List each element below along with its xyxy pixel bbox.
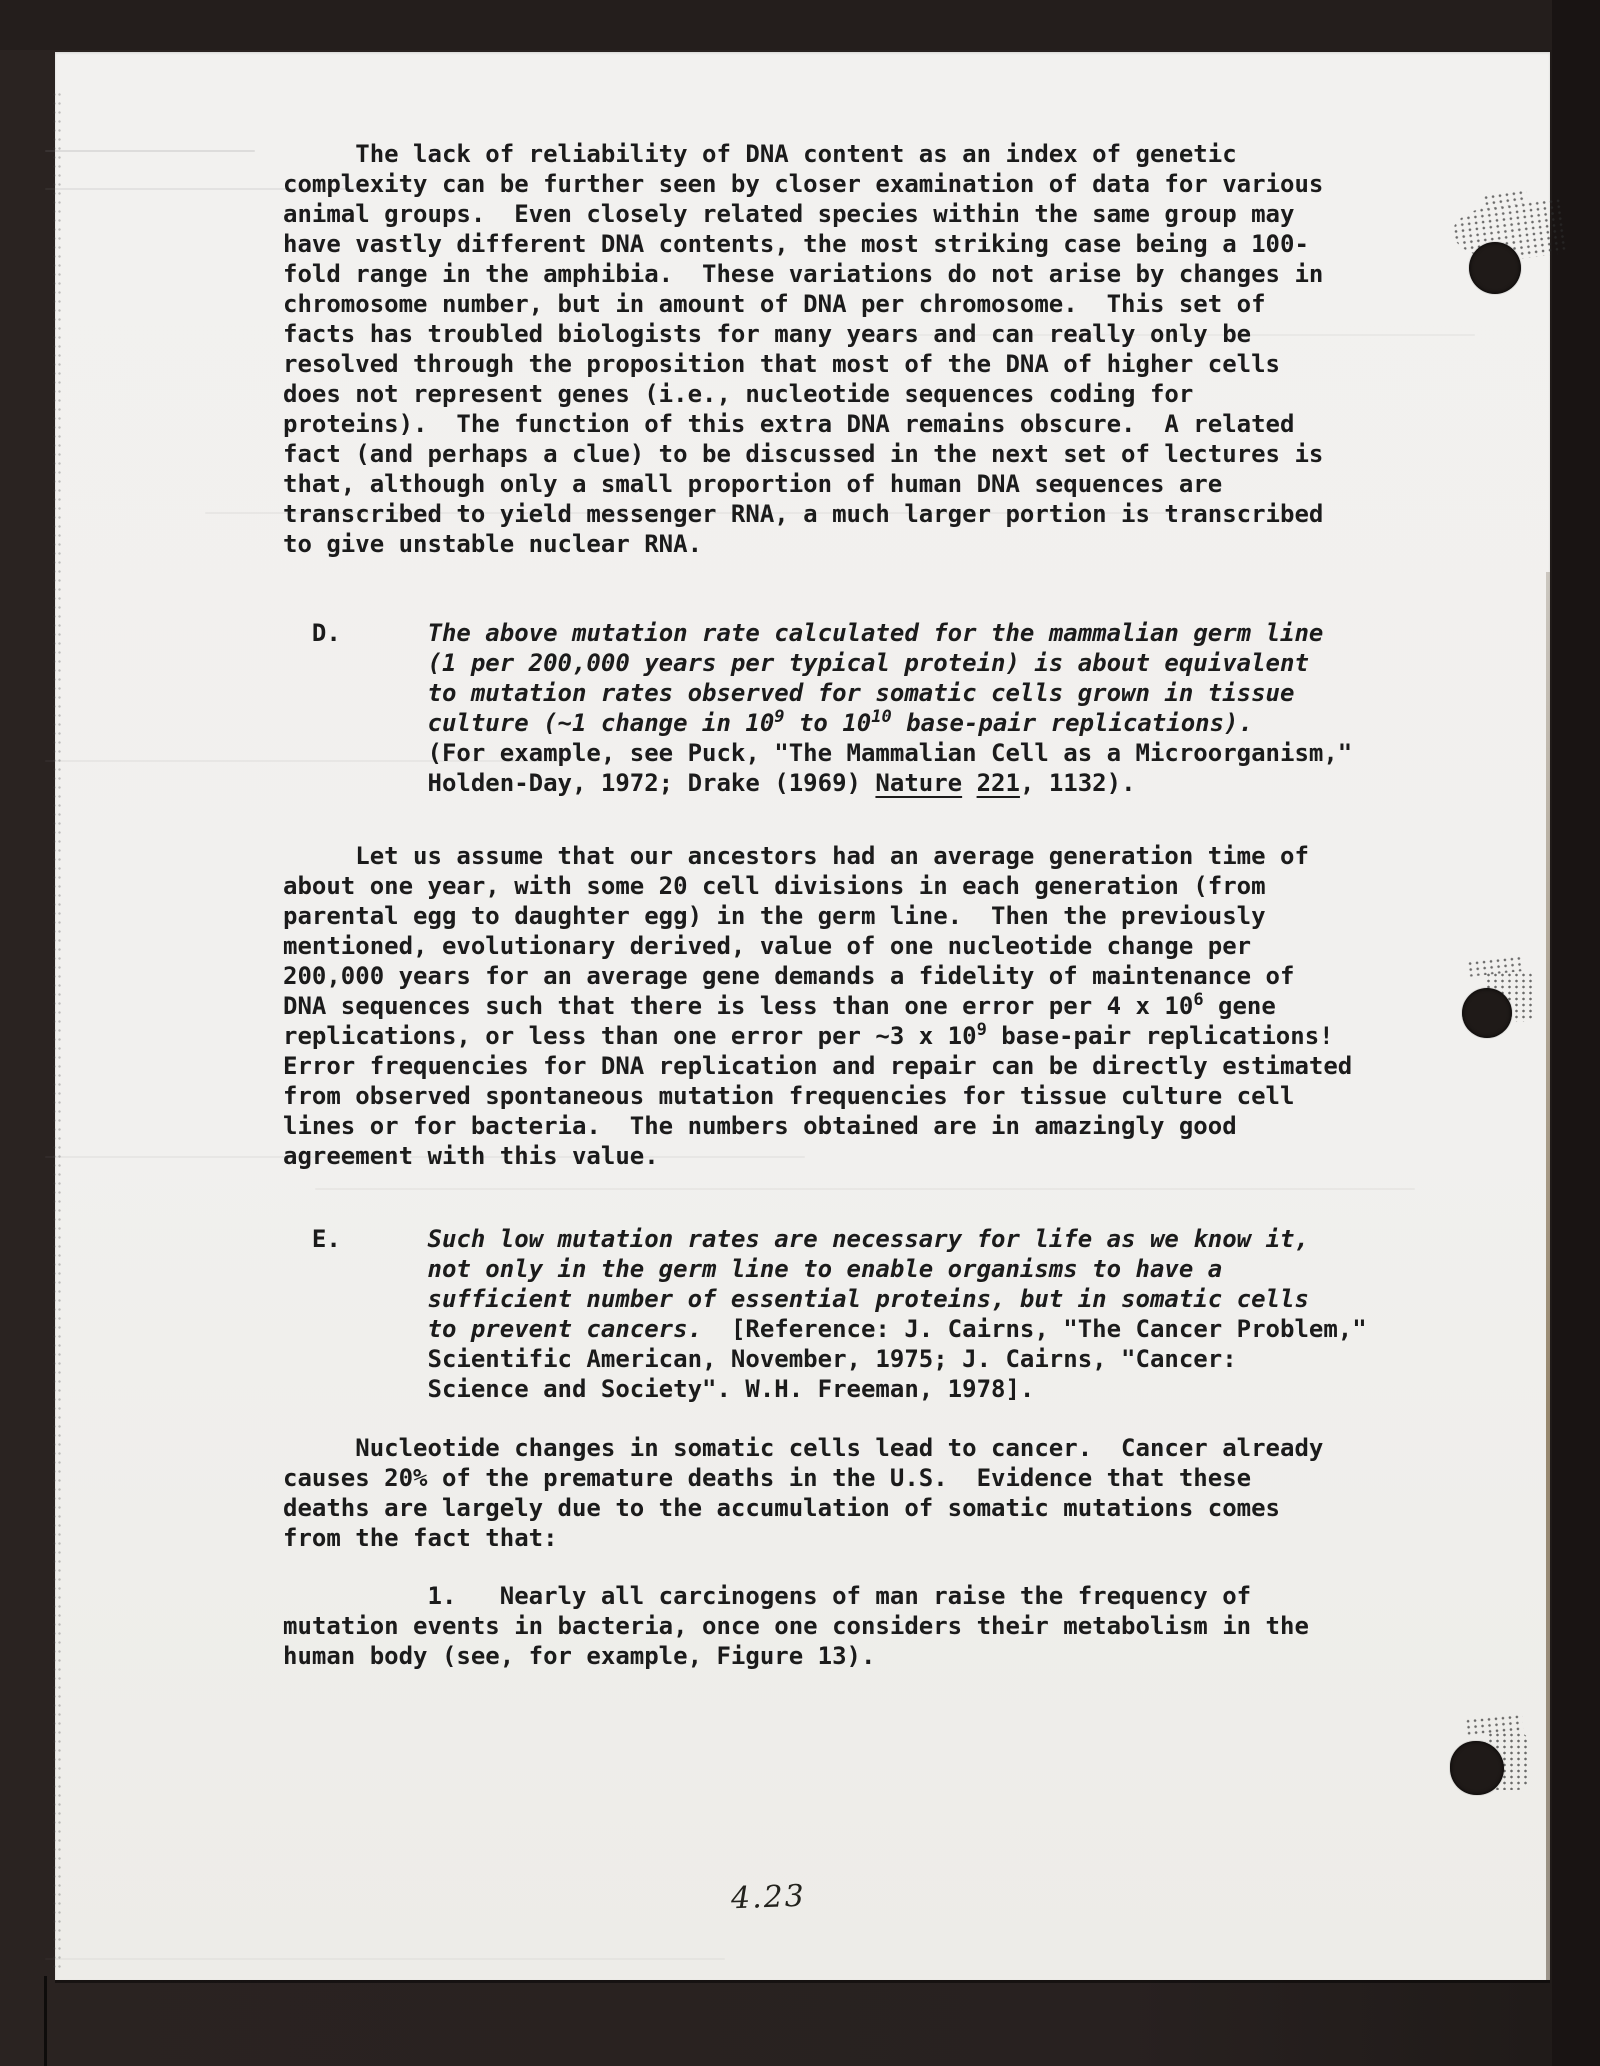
text-line: human body (see, for example, Figure 13).	[283, 1642, 876, 1670]
text-line: (For example, see Puck, "The Mammalian Cell as a Microorganism,"	[283, 739, 1353, 767]
paragraph-somatic-cancer	[283, 1433, 1323, 1553]
text-line: culture (∼1 change in $10^9$ to $10^{10}$ base-pair replications).	[283, 707, 1253, 737]
document-page	[55, 52, 1550, 1980]
text-line: (1 per 200,000 years per typical protein) is about equivalent	[283, 649, 1309, 677]
text-line: animal groups. Even closely related species within the same group may	[283, 200, 1295, 228]
text-line: to give unstable nuclear RNA.	[283, 530, 703, 558]
text-line: chromosome number, but in amount of DNA per chromosome. This set of	[283, 290, 1266, 318]
text-line: 1. Nearly all carcinogens of man raise the frequency of	[283, 1582, 1252, 1610]
hole-punch-middle	[1462, 988, 1512, 1038]
paragraph-generation-fidelity	[283, 841, 1352, 1171]
background-seam	[44, 1976, 47, 2066]
text-line: does not represent genes (i.e., nucleotide sequences coding for	[283, 380, 1194, 408]
section-d-mutation-rate	[283, 618, 1352, 798]
text-line: E. Such low mutation rates are necessary for life as we know it,	[311, 1225, 1309, 1253]
text-line: not only in the germ line to enable organisms to have a	[283, 1255, 1223, 1283]
text-line: complexity can be further seen by closer examination of data for various	[283, 170, 1324, 198]
text-line: Scientific American, November, 1975; J. Cairns, "Cancer:	[283, 1345, 1237, 1373]
text-line: 200,000 years for an average gene demands a fidelity of maintenance of	[283, 962, 1295, 990]
text-line: replications, or less than one error per ∼3 x $10^9$ base-pair replications!	[283, 1020, 1334, 1050]
text-line: mutation events in bacteria, once one considers their metabolism in the	[283, 1612, 1309, 1640]
text-line: about one year, with some 20 cell divisions in each generation (from	[283, 872, 1266, 900]
text-line: to mutation rates observed for somatic cells grown in tissue	[283, 679, 1295, 707]
text-line: lines or for bacteria. The numbers obtained are in amazingly good	[283, 1112, 1237, 1140]
text-line: transcribed to yield messenger RNA, a much larger portion is transcribed	[283, 500, 1324, 528]
text-line: sufficient number of essential proteins, but in somatic cells	[283, 1285, 1309, 1313]
text-line: mentioned, evolutionary derived, value of one nucleotide change per	[283, 932, 1252, 960]
underlying-sheet-edge	[1546, 572, 1550, 1980]
scan-streak	[315, 1188, 1415, 1190]
text-line: have vastly different DNA contents, the most striking case being a 100-	[283, 230, 1309, 258]
text-line: proteins). The function of this extra DNA remains obscure. A related	[283, 410, 1295, 438]
hole-punch-top	[1469, 242, 1521, 294]
text-line: from the fact that:	[283, 1524, 558, 1552]
text-line: parental egg to daughter egg) in the germ line. Then the previously	[283, 902, 1266, 930]
paragraph-dna-reliability	[283, 139, 1323, 559]
text-line: fold range in the amphibia. These variations do not arise by changes in	[283, 260, 1324, 288]
text-line: D. The above mutation rate calculated for the mammalian germ line	[311, 619, 1324, 647]
text-line: resolved through the proposition that most of the DNA of higher cells	[283, 350, 1280, 378]
text-line: Nucleotide changes in somatic cells lead to cancer. Cancer already	[283, 1434, 1324, 1462]
text-line: from observed spontaneous mutation frequencies for tissue culture cell	[283, 1082, 1295, 1110]
text-line: DNA sequences such that there is less than one error per 4 x $10^6$ gene	[283, 990, 1276, 1020]
text-line: that, although only a small proportion of human DNA sequences are	[283, 470, 1223, 498]
text-line: facts has troubled biologists for many years and can really only be	[283, 320, 1252, 348]
page-number: 4.23	[730, 1878, 807, 1917]
perforation-dots	[52, 90, 62, 1970]
text-line: deaths are largely due to the accumulation of somatic mutations comes	[283, 1494, 1280, 1522]
section-e-low-mutation-rates	[283, 1224, 1367, 1404]
text-line: Holden-Day, 1972; Drake (1969) Nature 221, 1132).	[283, 769, 1136, 797]
hole-punch-bottom	[1450, 1741, 1504, 1795]
text-line: The lack of reliability of DNA content as an index of genetic	[283, 140, 1237, 168]
text-line: fact (and perhaps a clue) to be discussed in the next set of lectures is	[283, 440, 1324, 468]
text-line: Error frequencies for DNA replication and repair can be directly estimated	[283, 1052, 1353, 1080]
text-line: Science and Society". W.H. Freeman, 1978].	[283, 1375, 1035, 1403]
scan-streak	[45, 150, 255, 152]
list-item-carcinogens	[283, 1581, 1309, 1671]
background-right-band	[1552, 0, 1600, 2066]
text-line: agreement with this value.	[283, 1142, 659, 1170]
background-top-band	[0, 0, 1600, 50]
text-line: Let us assume that our ancestors had an average generation time of	[283, 842, 1309, 870]
scan-streak	[45, 1958, 725, 1960]
text-line: to prevent cancers. [Reference: J. Cairns, "The Cancer Problem,"	[283, 1315, 1367, 1343]
text-line: causes 20% of the premature deaths in the U.S. Evidence that these	[283, 1464, 1252, 1492]
